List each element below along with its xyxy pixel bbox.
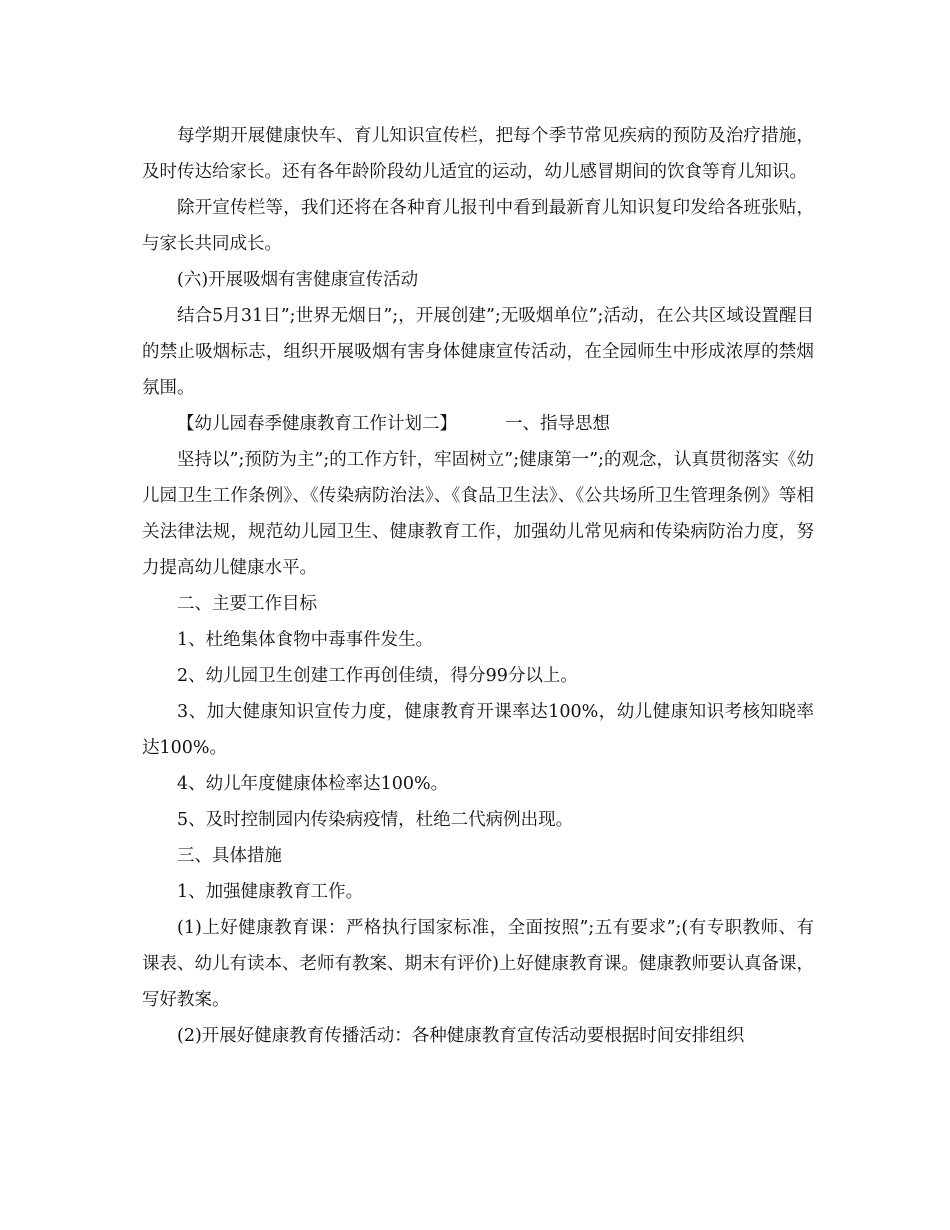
paragraph-parenting-column: 每学期开展健康快车、育儿知识宣传栏，把每个季节常见疾病的预防及治疗措施，及时传达给家长。还有各年龄阶段幼儿适宜的运动，幼儿感冒期间的饮食等育儿知识。 [142,126,814,182]
goal-item-3: 3、加大健康知识宣传力度，健康教育开课率达100%，幼儿健康知识考核知晓率达100%。 [142,702,814,758]
measure-subitem-1: (1)上好健康教育课：严格执行国家标准，全面按照”;五有要求”;(有专职教师、有课表、幼儿有读本、老师有教案、期末有评价)上好健康教育课。健康教师要认真备课，写好教案。 [142,918,814,1010]
measure-subitem-2: (2)开展好健康教育传播活动：各种健康教育宣传活动要根据时间安排组织 [177,1026,745,1046]
plan-two-title: 【幼儿园春季健康教育工作计划二】 [177,414,457,434]
paragraph-no-smoking-day: 结合5月31日”;世界无烟日”;，开展创建”;无吸烟单位”;活动，在公共区域设置醒目的禁止吸烟标志，组织开展吸烟有害身体健康宣传活动，在全园师生中形成浓厚的禁烟氛围。 [142,306,814,398]
goal-item-5: 5、及时控制园内传染病疫情，杜绝二代病例出现。 [177,810,574,830]
goal-item-4: 4、幼儿年度健康体检率达100%。 [177,774,449,794]
document-body [142,118,814,1054]
heading-main-goals: 二、主要工作目标 [177,594,317,614]
measure-item-1: 1、加强健康教育工作。 [177,882,364,902]
paragraph-bulletin-copies: 除开宣传栏等，我们还将在各种育儿报刊中看到最新育儿知识复印发给各班张贴，与家长共同成长。 [142,198,814,254]
plan-two-heading-line [142,406,814,442]
heading-specific-measures: 三、具体措施 [177,846,282,866]
heading-smoking-campaign: (六)开展吸烟有害健康宣传活动 [177,270,419,290]
goal-item-1: 1、杜绝集体食物中毒事件发生。 [177,630,434,650]
section-guiding-thought-heading: 一、指导思想 [505,414,610,434]
goal-item-2: 2、幼儿园卫生创建工作再创佳绩，得分99分以上。 [177,666,578,686]
paragraph-guiding-thought: 坚持以”;预防为主”;的工作方针，牢固树立”;健康第一”;的观念，认真贯彻落实《幼儿园卫生工作条例》、《传染病防治法》、《食品卫生法》、《公共场所卫生管理条例》等相关法律法规，规范幼儿园卫生、健康教育工作，加强幼儿常见病和传染病防治力度，努力提高幼儿健康水平。 [142,450,814,578]
